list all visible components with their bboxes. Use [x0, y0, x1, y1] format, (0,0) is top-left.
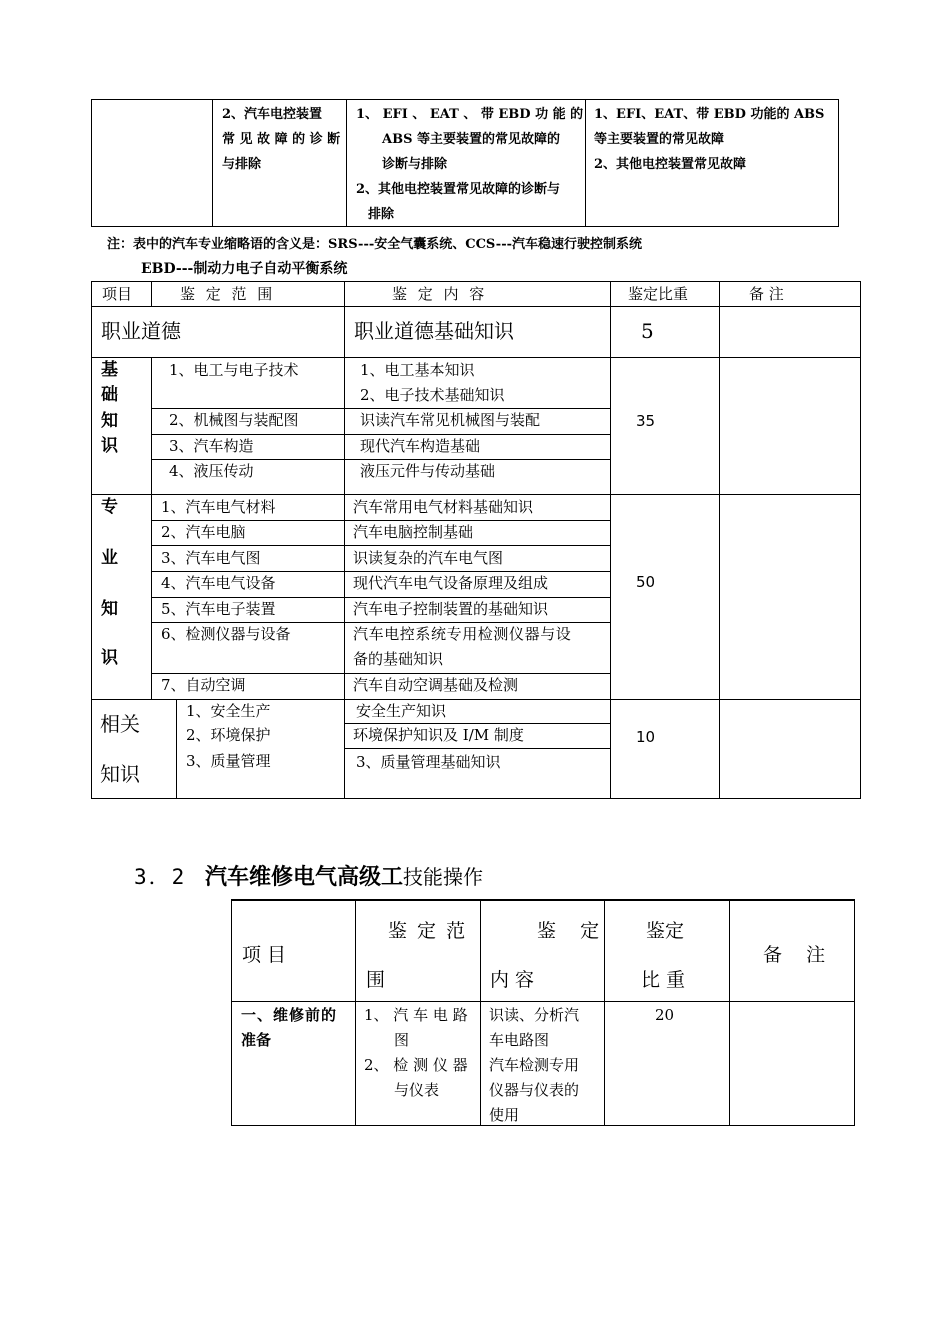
top-fragment-table	[91, 99, 839, 227]
column-divider	[151, 357, 152, 494]
header-range-1: 鉴 定 范	[388, 920, 468, 942]
pro-range: 5、汽车电子装置	[161, 600, 276, 618]
pro-content: 识读复杂的汽车电气图	[353, 549, 504, 567]
requirement-cell	[594, 102, 824, 177]
knowledge-weight-table	[91, 281, 861, 799]
basic-content: 2、电子技术基础知识	[360, 386, 505, 404]
pro-content: 备的基础知识	[353, 650, 444, 668]
related-content: 安全生产知识	[356, 702, 447, 720]
pro-range: 1、汽车电气材料	[161, 498, 276, 516]
basic-weight: 35	[636, 412, 656, 430]
column-divider	[719, 282, 720, 799]
basic-label-3: 知	[101, 411, 118, 431]
row-divider	[232, 1001, 854, 1002]
pro-label-2: 业	[101, 548, 118, 568]
related-weight: 10	[636, 728, 656, 746]
pro-content: 汽车常用电气材料基础知识	[353, 498, 534, 516]
related-range: 1、安全生产	[186, 702, 271, 720]
pro-range: 7、自动空调	[161, 676, 246, 694]
related-range: 3、质量管理	[186, 752, 271, 770]
header-remark: 备 注	[763, 944, 826, 966]
column-divider	[610, 282, 611, 799]
column-divider	[480, 901, 481, 1126]
row-range: 1、 汽 车 电 路	[364, 1006, 468, 1024]
pro-label-4: 识	[101, 648, 118, 668]
related-content: 环境保护知识及 I/M 制度	[353, 726, 524, 744]
column-divider	[151, 282, 152, 306]
section-title-tail: 技能操作	[403, 865, 483, 889]
related-range: 2、环境保护	[186, 726, 271, 744]
pro-range: 4、汽车电气设备	[161, 574, 276, 592]
basic-label-2: 础	[101, 385, 118, 405]
row-item: 准备	[241, 1031, 272, 1049]
ethics-weight: 5	[641, 319, 654, 343]
header-weight: 鉴定比重	[628, 285, 689, 303]
cell-line: 2、其他电控装置常见故障	[594, 157, 747, 172]
row-item: 一、维修前的	[241, 1006, 338, 1024]
abbreviation-note: 注：表中的汽车专业缩略语的含义是：SRS---安全气囊系统、CCS---汽车稳速行驶控制系统	[107, 237, 642, 252]
header-range-2: 围	[366, 969, 386, 991]
skill-operation-table	[231, 899, 855, 1126]
header-range: 鉴 定 范 围	[180, 285, 276, 303]
cell-line: 等主要装置的常见故障	[594, 132, 725, 147]
row-content: 识读、分析汽	[489, 1006, 580, 1024]
cell-line: ABS 等主要装置的常见故障的	[382, 132, 560, 147]
range-cell	[222, 102, 340, 177]
row-content: 使用	[489, 1106, 520, 1124]
row-weight: 20	[655, 1006, 675, 1024]
column-divider	[729, 901, 730, 1126]
header-content: 鉴 定 内 容	[392, 285, 488, 303]
ethics-label: 职业道德	[101, 319, 181, 343]
pro-weight: 50	[636, 573, 656, 591]
pro-content: 汽车自动空调基础及检测	[353, 676, 519, 694]
basic-label-1: 基	[101, 360, 118, 380]
header-weight-1: 鉴定	[646, 920, 685, 942]
basic-range: 2、机械图与装配图	[169, 411, 299, 429]
basic-content: 1、电工基本知识	[360, 361, 475, 379]
cell-line: 排除	[368, 207, 395, 222]
ethics-content: 职业道德基础知识	[354, 319, 514, 343]
cell-line: 1、EFI、EAT、带 EBD 功能的 ABS	[594, 107, 825, 122]
basic-range: 1、电工与电子技术	[169, 361, 299, 379]
section-title: 汽车维修电气高级工	[204, 864, 403, 890]
basic-label-4: 识	[101, 436, 118, 456]
pro-range: 2、汽车电脑	[161, 523, 246, 541]
related-label-1: 相关	[100, 712, 140, 736]
column-divider	[355, 901, 356, 1126]
row-range: 与仪表	[394, 1081, 440, 1099]
pro-content: 汽车电控系统专用检测仪器与设	[353, 625, 572, 643]
column-divider	[585, 100, 586, 226]
abbreviation-note-cont: EBD---制动力电子自动平衡系统	[141, 261, 348, 277]
content-cell	[356, 102, 583, 227]
column-divider	[346, 100, 347, 226]
row-content: 车电路图	[489, 1031, 550, 1049]
pro-content: 汽车电脑控制基础	[353, 523, 474, 541]
cell-line: 诊断与排除	[382, 157, 448, 172]
section-number: 3．2	[134, 865, 187, 889]
pro-range: 6、检测仪器与设备	[161, 625, 291, 643]
row-range: 图	[394, 1031, 410, 1049]
basic-content: 液压元件与传动基础	[360, 462, 496, 480]
basic-range: 4、液压传动	[169, 462, 254, 480]
basic-content: 现代汽车构造基础	[360, 437, 481, 455]
header-weight-2: 比 重	[641, 969, 686, 991]
related-content: 3、质量管理基础知识	[356, 753, 501, 771]
basic-range: 3、汽车构造	[169, 437, 254, 455]
header-item: 项目	[102, 285, 133, 303]
row-divider	[344, 748, 610, 749]
row-range: 2、 检 测 仪 器	[364, 1056, 468, 1074]
header-content-2: 内 容	[490, 969, 535, 991]
column-divider	[212, 100, 213, 226]
header-item: 项 目	[242, 944, 287, 966]
column-divider	[176, 699, 177, 799]
pro-content: 现代汽车电气设备原理及组成	[353, 574, 549, 592]
cell-line: 1、 EFI 、 EAT 、 带 EBD 功 能 的	[356, 107, 584, 122]
row-content: 仪器与仪表的	[489, 1081, 580, 1099]
cell-line: 与排除	[222, 157, 262, 172]
basic-content: 识读汽车常见机械图与装配	[360, 411, 541, 429]
cell-line: 2、其他电控装置常见故障的诊断与	[356, 182, 561, 197]
cell-line: 2、汽车电控装置	[222, 107, 323, 122]
pro-label-1: 专	[101, 497, 118, 517]
column-divider	[604, 901, 605, 1126]
column-divider	[344, 282, 345, 799]
pro-label-3: 知	[101, 599, 118, 619]
header-content-1: 鉴 定	[537, 920, 600, 942]
cell-line: 常 见 故 障 的 诊 断	[222, 132, 341, 147]
related-label-2: 知识	[100, 762, 140, 786]
section-heading	[134, 860, 483, 891]
row-content: 汽车检测专用	[489, 1056, 580, 1074]
pro-content: 汽车电子控制装置的基础知识	[353, 600, 549, 618]
pro-range: 3、汽车电气图	[161, 549, 261, 567]
header-remark: 备 注	[749, 285, 784, 303]
